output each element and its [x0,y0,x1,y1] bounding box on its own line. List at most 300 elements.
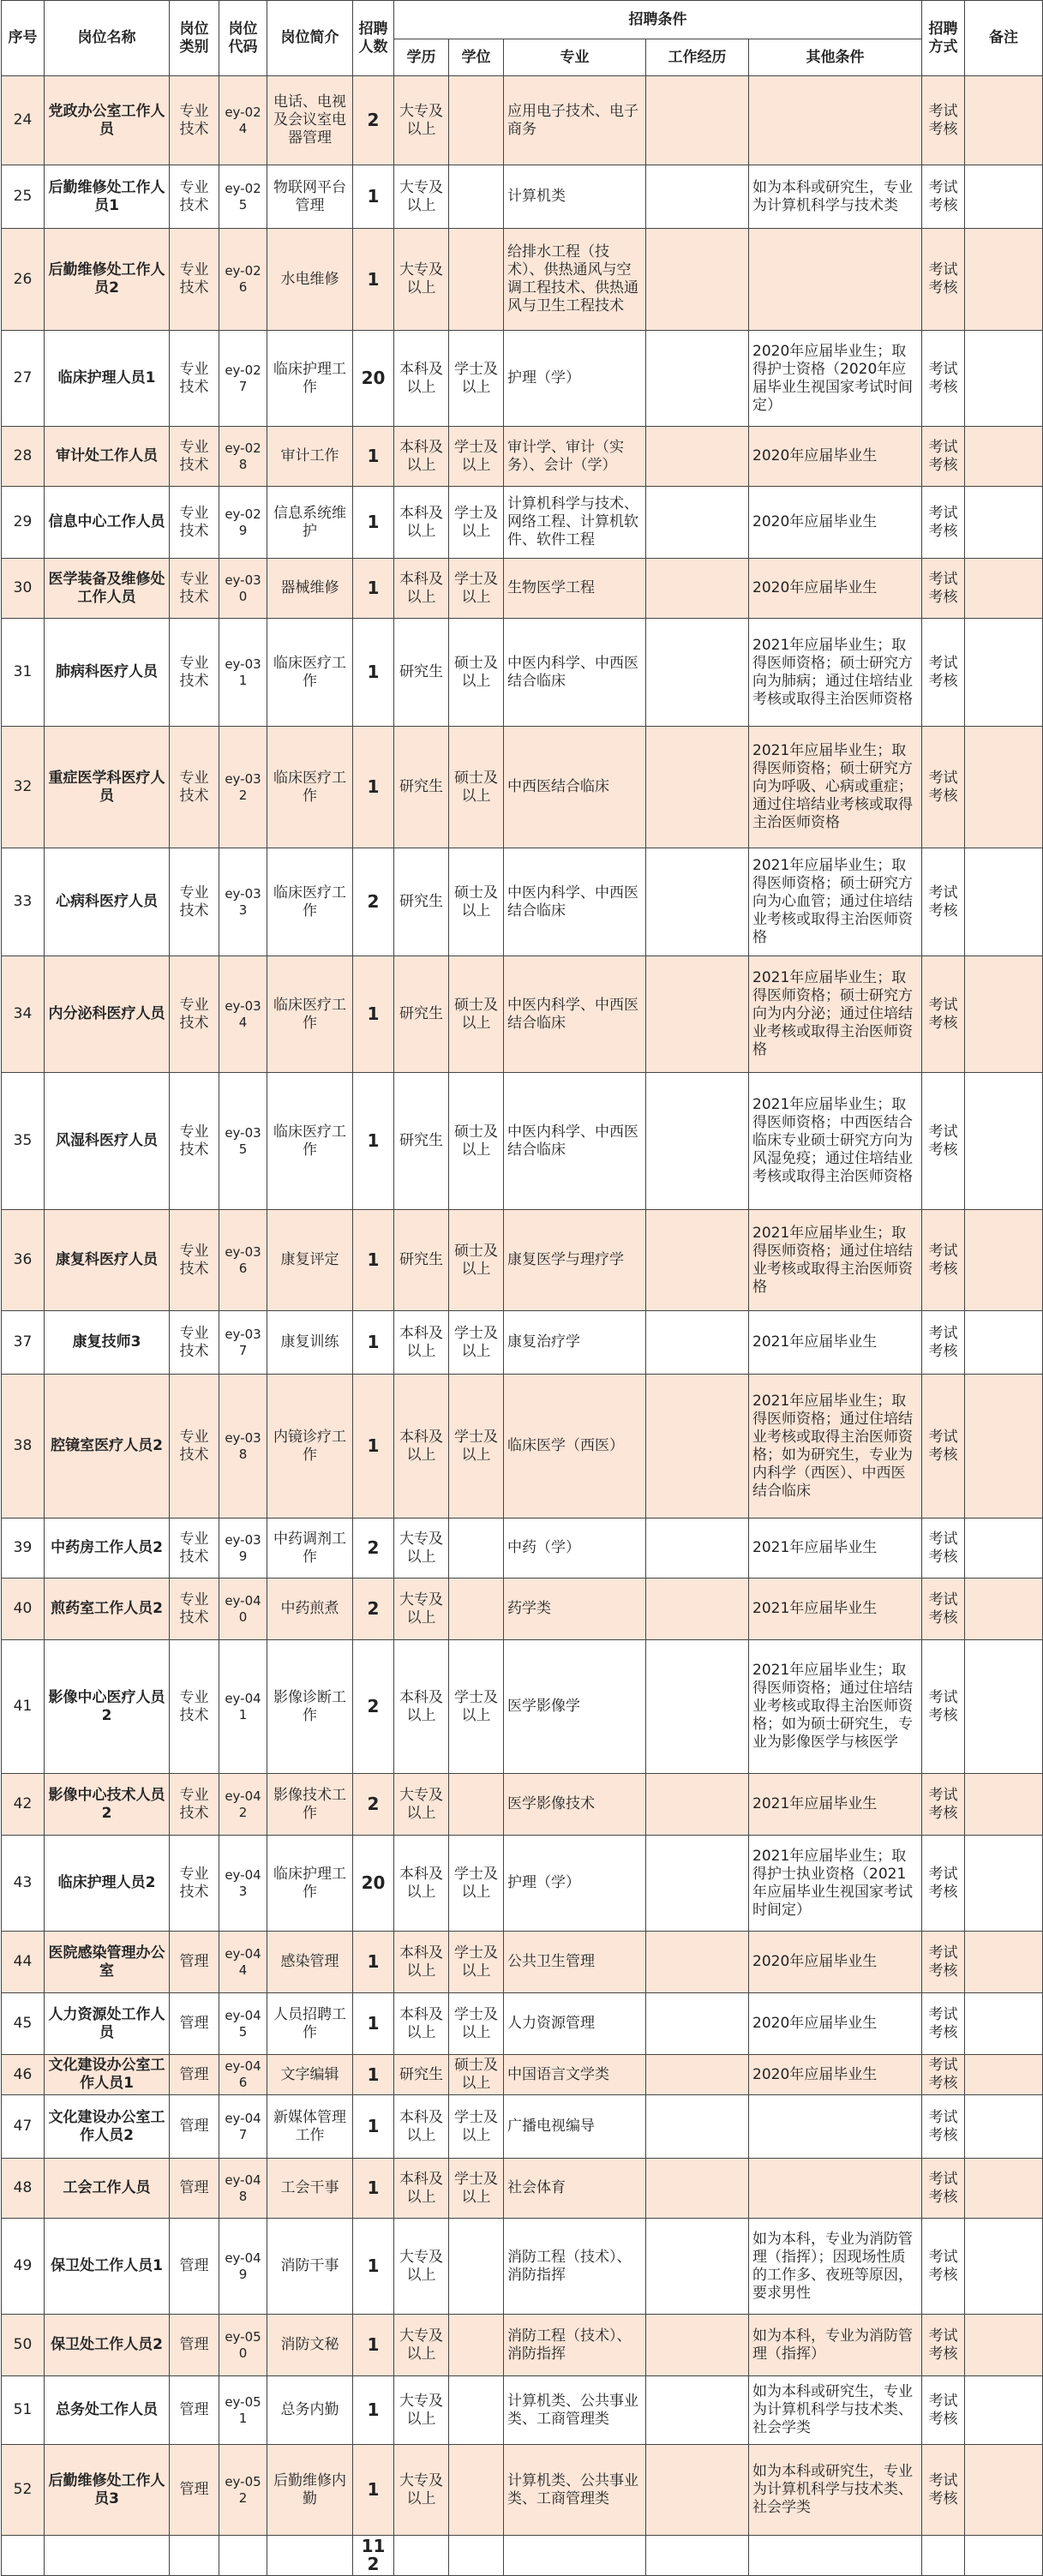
cell-method: 考试考核 [922,1932,965,1993]
cell-intro: 临床医疗工作 [267,619,353,727]
cell-position-name: 后勤维修处工作人员3 [45,2445,170,2536]
cell-code: ey-024 [219,76,267,165]
cell-education: 大专及以上 [394,165,449,229]
recruitment-table [1,0,1043,2576]
table-row [2,1073,1043,1210]
header-conditions: 招聘条件 [394,1,922,39]
cell-code: ey-040 [219,1579,267,1640]
cell-education: 本科及以上 [394,427,449,487]
cell-seq: 26 [2,229,45,331]
cell-education: 本科及以上 [394,487,449,559]
cell-category: 专业技术 [170,1640,219,1774]
cell-other-conditions: 2020年应届毕业生 [749,1932,922,1993]
cell-education: 研究生 [394,848,449,956]
cell-other-conditions: 如为本科或研究生，专业为计算机科学与技术类 [749,165,922,229]
cell-education: 大专及以上 [394,1579,449,1640]
cell-remark [965,427,1043,487]
cell-education: 研究生 [394,619,449,727]
header-experience: 工作经历 [646,39,749,76]
cell-other-conditions: 2021年应届毕业生 [749,1774,922,1836]
cell-education: 本科及以上 [394,2095,449,2159]
cell-count: 1 [353,229,394,331]
cell-method: 考试考核 [922,487,965,559]
cell-intro: 消防干事 [267,2219,353,2315]
table-row [2,727,1043,848]
cell-remark [965,559,1043,619]
table-row [2,956,1043,1073]
cell-method: 考试考核 [922,1519,965,1579]
table-row [2,1210,1043,1311]
header-edu: 学历 [394,39,449,76]
cell-category: 专业技术 [170,848,219,956]
cell-position-name: 影像中心医疗人员2 [45,1640,170,1774]
cell-other-conditions: 2021年应届毕业生；取得医师资格；硕士研究方向为肺病；通过住培结业考核或取得主治医师资格 [749,619,922,727]
cell-education: 大专及以上 [394,1519,449,1579]
cell-code: ey-044 [219,1932,267,1993]
cell-experience [646,559,749,619]
cell-intro: 人员招聘工作 [267,1993,353,2055]
cell-experience [646,331,749,427]
cell-major: 给排水工程（技术）、供热通风与空调工程技术、供热通风与卫生工程技术 [504,229,646,331]
cell-seq: 39 [2,1519,45,1579]
cell-remark [965,2095,1043,2159]
cell-remark [965,1932,1043,1993]
cell-remark [965,1519,1043,1579]
cell-major: 康复医学与理疗学 [504,1210,646,1311]
cell-code: ey-038 [219,1375,267,1519]
cell-experience [646,76,749,165]
cell-degree [449,2219,504,2315]
cell-intro: 文字编辑 [267,2055,353,2095]
cell-intro: 内镜诊疗工作 [267,1375,353,1519]
table-row [2,165,1043,229]
cell-experience [646,727,749,848]
cell-count: 1 [353,1375,394,1519]
cell-count: 2 [353,1519,394,1579]
table-row [2,1519,1043,1579]
cell-code: ey-033 [219,848,267,956]
cell-position-name: 医学装备及维修处工作人员 [45,559,170,619]
cell-category: 管理 [170,2219,219,2315]
cell-education: 本科及以上 [394,1836,449,1932]
table-row [2,2159,1043,2219]
cell-remark [965,76,1043,165]
cell-code: ey-035 [219,1073,267,1210]
cell-other-conditions [749,2159,922,2219]
cell-count: 1 [353,2219,394,2315]
cell-count: 1 [353,2095,394,2159]
cell-remark [965,2315,1043,2376]
total-cell-other [749,2536,922,2576]
cell-method: 考试考核 [922,1836,965,1932]
cell-major: 人力资源管理 [504,1993,646,2055]
cell-code: ey-030 [219,559,267,619]
cell-major: 中医内科学、中西医结合临床 [504,619,646,727]
cell-position-name: 内分泌科医疗人员 [45,956,170,1073]
cell-category: 专业技术 [170,165,219,229]
cell-experience [646,1311,749,1375]
cell-count: 1 [353,2315,394,2376]
cell-degree: 学士及以上 [449,2159,504,2219]
cell-major: 药学类 [504,1579,646,1640]
cell-position-name: 工会工作人员 [45,2159,170,2219]
cell-position-name: 总务处工作人员 [45,2376,170,2445]
cell-degree [449,1519,504,1579]
cell-count: 1 [353,1311,394,1375]
cell-code: ey-036 [219,1210,267,1311]
cell-seq: 52 [2,2445,45,2536]
cell-degree: 学士及以上 [449,427,504,487]
cell-major: 应用电子技术、电子商务 [504,76,646,165]
cell-experience [646,2055,749,2095]
cell-other-conditions: 2020年应届毕业生 [749,1993,922,2055]
cell-experience [646,165,749,229]
table-row [2,1993,1043,2055]
table-row [2,229,1043,331]
cell-experience [646,1640,749,1774]
cell-category: 管理 [170,2095,219,2159]
cell-degree [449,2445,504,2536]
cell-intro: 中药调剂工作 [267,1519,353,1579]
cell-method: 考试考核 [922,1073,965,1210]
cell-seq: 43 [2,1836,45,1932]
cell-remark [965,1311,1043,1375]
cell-seq: 29 [2,487,45,559]
cell-code: ey-043 [219,1836,267,1932]
cell-experience [646,1519,749,1579]
cell-intro: 康复训练 [267,1311,353,1375]
cell-remark [965,1993,1043,2055]
total-cell-seq [2,2536,45,2576]
cell-degree: 硕士及以上 [449,727,504,848]
cell-intro: 临床护理工作 [267,331,353,427]
cell-code: ey-034 [219,956,267,1073]
cell-category: 管理 [170,2055,219,2095]
cell-other-conditions: 2020年应届毕业生 [749,487,922,559]
total-count: 112 [353,2536,394,2576]
cell-experience [646,1210,749,1311]
cell-degree: 学士及以上 [449,1375,504,1519]
cell-degree: 学士及以上 [449,1640,504,1774]
cell-experience [646,2315,749,2376]
cell-experience [646,1073,749,1210]
cell-seq: 48 [2,2159,45,2219]
cell-remark [965,1640,1043,1774]
cell-category: 专业技术 [170,229,219,331]
total-cell-major [504,2536,646,2576]
cell-education: 大专及以上 [394,2445,449,2536]
cell-seq: 27 [2,331,45,427]
table-row [2,2095,1043,2159]
table-row [2,559,1043,619]
cell-education: 本科及以上 [394,1932,449,1993]
cell-method: 考试考核 [922,848,965,956]
cell-code: ey-037 [219,1311,267,1375]
cell-other-conditions: 如为本科或研究生，专业为计算机科学与技术类、社会学类 [749,2445,922,2536]
cell-position-name: 党政办公室工作人员 [45,76,170,165]
cell-remark [965,1073,1043,1210]
cell-degree [449,1774,504,1836]
table-row [2,2219,1043,2315]
cell-degree: 学士及以上 [449,1932,504,1993]
cell-count: 1 [353,2159,394,2219]
cell-position-name: 风湿科医疗人员 [45,1073,170,1210]
cell-count: 2 [353,76,394,165]
cell-code: ey-047 [219,2095,267,2159]
cell-other-conditions: 如为本科或研究生，专业为计算机科学与技术类、社会学类 [749,2376,922,2445]
cell-position-name: 后勤维修处工作人员2 [45,229,170,331]
cell-category: 专业技术 [170,1579,219,1640]
cell-seq: 44 [2,1932,45,1993]
cell-major: 广播电视编导 [504,2095,646,2159]
cell-code: ey-032 [219,727,267,848]
cell-experience [646,2219,749,2315]
cell-code: ey-039 [219,1519,267,1579]
cell-degree: 学士及以上 [449,331,504,427]
cell-major: 中医内科学、中西医结合临床 [504,956,646,1073]
cell-seq: 30 [2,559,45,619]
cell-intro: 电话、电视及会议室电器管理 [267,76,353,165]
cell-remark [965,1579,1043,1640]
cell-seq: 33 [2,848,45,956]
cell-seq: 31 [2,619,45,727]
cell-remark [965,1210,1043,1311]
cell-method: 考试考核 [922,559,965,619]
cell-education: 大专及以上 [394,229,449,331]
cell-major: 护理（学） [504,1836,646,1932]
cell-seq: 36 [2,1210,45,1311]
cell-education: 大专及以上 [394,1774,449,1836]
cell-other-conditions: 2021年应届毕业生 [749,1311,922,1375]
cell-category: 管理 [170,2376,219,2445]
cell-count: 2 [353,1640,394,1774]
table-row [2,848,1043,956]
cell-remark [965,331,1043,427]
cell-method: 考试考核 [922,1375,965,1519]
cell-count: 1 [353,956,394,1073]
cell-category: 专业技术 [170,1774,219,1836]
cell-method: 考试考核 [922,2159,965,2219]
table-row [2,2376,1043,2445]
cell-count: 1 [353,1073,394,1210]
cell-degree [449,229,504,331]
cell-degree: 硕士及以上 [449,1073,504,1210]
cell-method: 考试考核 [922,727,965,848]
cell-remark [965,165,1043,229]
cell-position-name: 重症医学科医疗人员 [45,727,170,848]
cell-category: 专业技术 [170,1519,219,1579]
cell-degree [449,76,504,165]
cell-category: 专业技术 [170,1073,219,1210]
cell-seq: 42 [2,1774,45,1836]
cell-major: 社会体育 [504,2159,646,2219]
cell-intro: 影像诊断工作 [267,1640,353,1774]
cell-degree: 学士及以上 [449,559,504,619]
cell-degree: 硕士及以上 [449,1210,504,1311]
cell-count: 2 [353,1774,394,1836]
cell-method: 考试考核 [922,165,965,229]
cell-education: 研究生 [394,1210,449,1311]
header-remark: 备注 [965,1,1043,76]
cell-count: 1 [353,1932,394,1993]
cell-position-name: 煎药室工作人员2 [45,1579,170,1640]
total-cell-method [922,2536,965,2576]
cell-other-conditions: 2020年应届毕业生 [749,2055,922,2095]
cell-major: 医学影像学 [504,1640,646,1774]
cell-intro: 后勤维修内勤 [267,2445,353,2536]
cell-intro: 物联网平台管理 [267,165,353,229]
cell-method: 考试考核 [922,76,965,165]
cell-code: ey-048 [219,2159,267,2219]
header-name: 岗位名称 [45,1,170,76]
cell-experience [646,1579,749,1640]
cell-seq: 49 [2,2219,45,2315]
cell-seq: 32 [2,727,45,848]
cell-method: 考试考核 [922,1993,965,2055]
header-major: 专业 [504,39,646,76]
table-row [2,1579,1043,1640]
cell-intro: 器械维修 [267,559,353,619]
table-row [2,1836,1043,1932]
cell-count: 1 [353,487,394,559]
cell-code: ey-046 [219,2055,267,2095]
cell-method: 考试考核 [922,956,965,1073]
cell-count: 20 [353,1836,394,1932]
cell-intro: 康复评定 [267,1210,353,1311]
cell-category: 专业技术 [170,1836,219,1932]
cell-count: 2 [353,1579,394,1640]
total-cell-code [219,2536,267,2576]
cell-other-conditions: 2021年应届毕业生；取得医师资格；硕士研究方向为心血管；通过住培结业考核或取得主治医师资格 [749,848,922,956]
cell-major: 计算机科学与技术、网络工程、计算机软件、软件工程 [504,487,646,559]
cell-remark [965,2219,1043,2315]
cell-code: ey-031 [219,619,267,727]
cell-count: 20 [353,331,394,427]
cell-category: 管理 [170,1932,219,1993]
cell-method: 考试考核 [922,2055,965,2095]
cell-seq: 37 [2,1311,45,1375]
cell-other-conditions [749,2095,922,2159]
cell-major: 中西医结合临床 [504,727,646,848]
cell-major: 审计学、审计（实务）、会计（学） [504,427,646,487]
cell-count: 1 [353,1993,394,2055]
cell-other-conditions: 2021年应届毕业生；取得医师资格；中西医结合临床专业硕士研究方向为风湿免疫；通过住培结业考核或取得主治医师资格 [749,1073,922,1210]
cell-category: 管理 [170,1993,219,2055]
cell-category: 专业技术 [170,1311,219,1375]
cell-major: 医学影像技术 [504,1774,646,1836]
cell-other-conditions: 2021年应届毕业生；取得医师资格；通过住培结业考核或取得主治医师资格 [749,1210,922,1311]
cell-count: 1 [353,727,394,848]
cell-other-conditions: 如为本科，专业为消防管理（指挥） [749,2315,922,2376]
cell-other-conditions: 2021年应届毕业生 [749,1579,922,1640]
cell-remark [965,619,1043,727]
cell-other-conditions [749,76,922,165]
cell-other-conditions: 2021年应届毕业生；取得医师资格；硕士研究方向为呼吸、心病或重症；通过住培结业考核或取得主治医师资格 [749,727,922,848]
cell-category: 专业技术 [170,487,219,559]
cell-degree: 学士及以上 [449,1993,504,2055]
cell-degree: 学士及以上 [449,1836,504,1932]
cell-degree: 学士及以上 [449,487,504,559]
cell-remark [965,727,1043,848]
cell-education: 本科及以上 [394,1640,449,1774]
cell-education: 本科及以上 [394,559,449,619]
cell-position-name: 康复技师3 [45,1311,170,1375]
table-row [2,2055,1043,2095]
cell-experience [646,2095,749,2159]
cell-category: 专业技术 [170,619,219,727]
cell-method: 考试考核 [922,2315,965,2376]
cell-method: 考试考核 [922,1311,965,1375]
cell-position-name: 临床护理人员2 [45,1836,170,1932]
cell-other-conditions: 2021年应届毕业生；取得医师资格；通过住培结业考核或取得主治医师资格；如为研究生，专业为内科学（西医）、中西医结合临床 [749,1375,922,1519]
cell-remark [965,848,1043,956]
cell-major: 消防工程（技术）、消防指挥 [504,2315,646,2376]
cell-major: 计算机类、公共事业类、工商管理类 [504,2445,646,2536]
cell-degree [449,1579,504,1640]
cell-position-name: 中药房工作人员2 [45,1519,170,1579]
cell-code: ey-028 [219,427,267,487]
cell-experience [646,1932,749,1993]
cell-major: 消防工程（技术）、消防指挥 [504,2219,646,2315]
cell-education: 研究生 [394,1073,449,1210]
cell-education: 研究生 [394,2055,449,2095]
table-row [2,427,1043,487]
cell-count: 1 [353,2055,394,2095]
cell-count: 1 [353,2445,394,2536]
cell-code: ey-050 [219,2315,267,2376]
cell-experience [646,2376,749,2445]
cell-count: 1 [353,559,394,619]
cell-degree: 学士及以上 [449,2095,504,2159]
cell-other-conditions: 2020年应届毕业生 [749,427,922,487]
cell-code: ey-042 [219,1774,267,1836]
cell-method: 考试考核 [922,2095,965,2159]
table-row [2,1375,1043,1519]
cell-remark [965,487,1043,559]
cell-position-name: 影像中心技术人员2 [45,1774,170,1836]
cell-remark [965,1774,1043,1836]
cell-experience [646,1993,749,2055]
cell-remark [965,2445,1043,2536]
cell-major: 计算机类 [504,165,646,229]
cell-code: ey-051 [219,2376,267,2445]
cell-position-name: 保卫处工作人员1 [45,2219,170,2315]
header-row-1 [2,1,1043,39]
cell-count: 1 [353,427,394,487]
table-row [2,2445,1043,2536]
cell-education: 大专及以上 [394,2219,449,2315]
cell-major: 中医内科学、中西医结合临床 [504,1073,646,1210]
table-row [2,331,1043,427]
cell-remark [965,2055,1043,2095]
cell-position-name: 腔镜室医疗人员2 [45,1375,170,1519]
cell-experience [646,848,749,956]
cell-method: 考试考核 [922,1640,965,1774]
cell-remark [965,1375,1043,1519]
cell-intro: 信息系统维护 [267,487,353,559]
cell-major: 中药（学） [504,1519,646,1579]
cell-intro: 影像技术工作 [267,1774,353,1836]
cell-intro: 工会干事 [267,2159,353,2219]
table-row [2,76,1043,165]
cell-position-name: 人力资源处工作人员 [45,1993,170,2055]
cell-education: 本科及以上 [394,2159,449,2219]
header-intro: 岗位简介 [267,1,353,76]
cell-position-name: 心病科医疗人员 [45,848,170,956]
cell-degree: 硕士及以上 [449,2055,504,2095]
cell-seq: 25 [2,165,45,229]
total-cell-edu [394,2536,449,2576]
